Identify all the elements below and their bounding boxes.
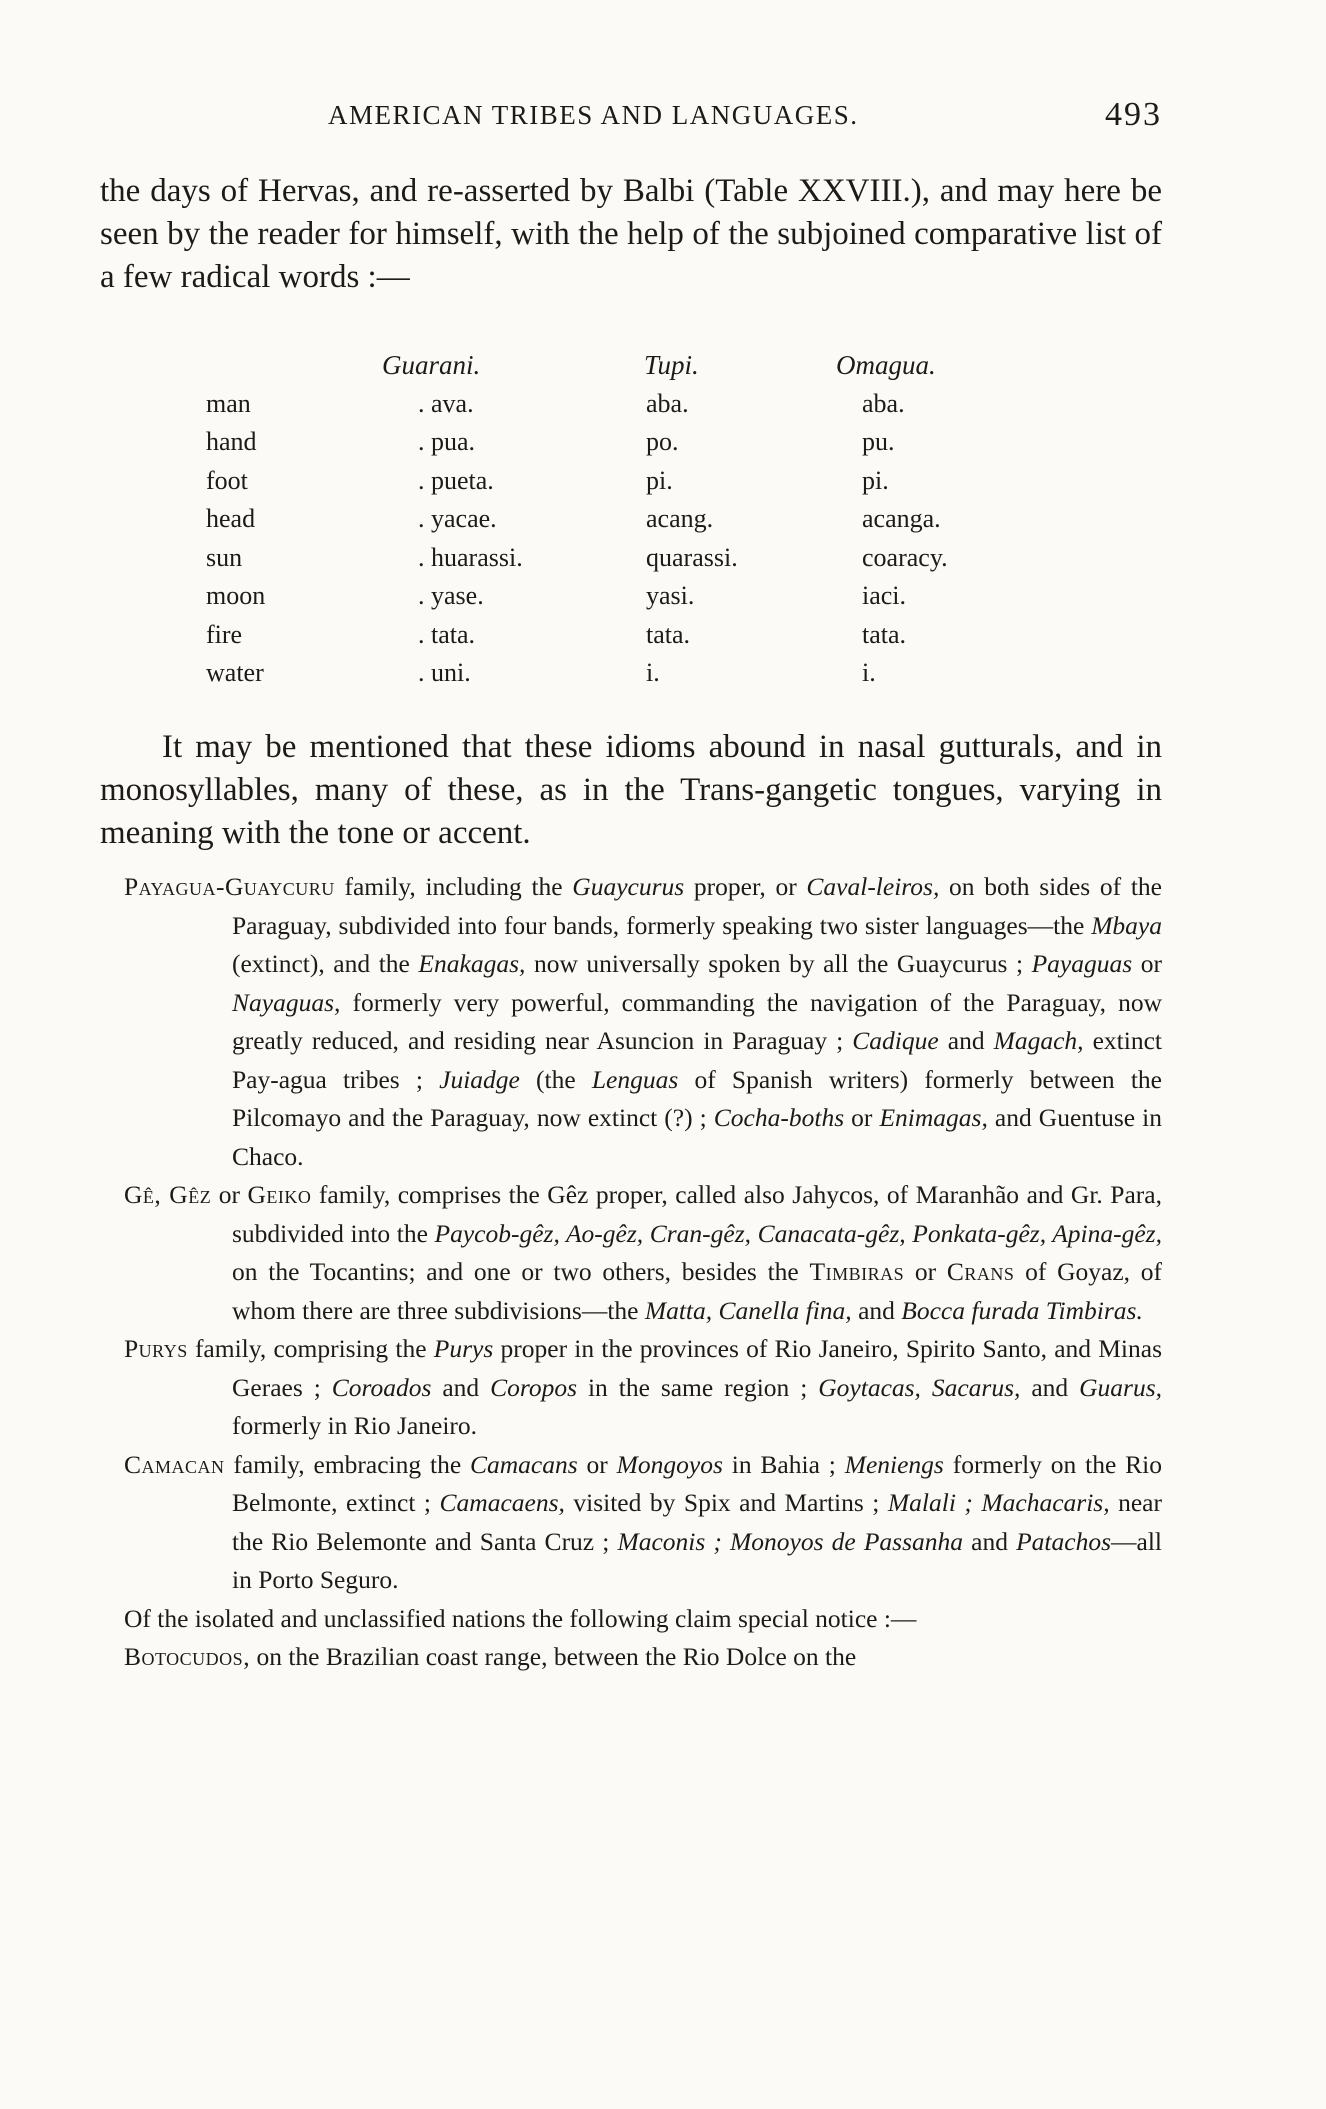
entry-camacan: Camacan family, embracing the Camacans or Mongoyos in Bahia ; Meniengs formerly on the Rio Belmonte, extinct ; Camacaens, visited by Spix and Martins ; Malali ; Machacaris, near the Rio Belemonte and Santa Cruz ; Maconis ; Monoyos de Passanha and Patachos—all in Porto Seguro. — [124, 1449, 1162, 1594]
omagua-word: aba. — [862, 388, 905, 418]
omagua-word: pu. — [862, 427, 895, 456]
tupi-word: acang. — [646, 504, 714, 533]
guarani-word: . pua. — [418, 427, 476, 456]
word-row — [100, 658, 1162, 697]
family-name: Camacan — [124, 1449, 225, 1479]
entry-purys: Purys family, comprising the Purys proper in the provinces of Rio Janeiro, Spirito Santo, and Minas Geraes ; Coroados and Coropos in the same region ; Goytacas, Sacarus, and Guarus, formerly in Rio Janeiro. — [124, 1334, 1162, 1440]
tupi-word: tata. — [646, 619, 691, 649]
guarani-word: . yacae. — [418, 504, 497, 533]
guarani-word: . uni. — [418, 658, 471, 687]
family-name: Gê, Gêz — [124, 1180, 212, 1209]
entry-payagua-guaycuru: Payagua-Guaycuru family, including the Guaycurus proper, or Caval-leiros, on both sides of the Paraguay, subdivided into four bands, formerly speaking two sister languages—the Mbaya (extinct), and the Enakagas, now universally spoken by all the Guaycurus ; Payaguas or Nayaguas, formerly very powerful, commanding the navigation of the Paraguay, now greatly reduced, and residing near Asuncion in Paraguay ; Cadique and Magach, extinct Pay-agua tribes ; Juiadge (the Lenguas of Spanish writers) formerly between the Pilcomayo and the Paraguay, now extinct (?) ; Cocha-boths or Enimagas, and Guentuse in Chaco. — [124, 872, 1162, 1171]
tupi-word: pi. — [646, 465, 673, 495]
tupi-word: i. — [646, 658, 660, 687]
omagua-word: coaracy. — [862, 542, 948, 572]
word-row — [100, 389, 1162, 428]
word-row — [100, 581, 1162, 620]
omagua-word: i. — [862, 658, 876, 687]
english-word: moon — [206, 581, 266, 610]
tupi-word: yasi. — [646, 581, 695, 610]
english-word: water — [206, 658, 264, 687]
word-row — [100, 620, 1162, 659]
entry-ges: Gê, Gêz or Geiko family, comprises the Gêz proper, called also Jahycos, of Maranhão and Gr. Para, subdivided into the Paycob-gêz, Ao-gêz, Cran-gêz, Canacata-gêz, Ponkata-gêz, Apina-gêz, on the Tocantins; and one or two others, besides the Timbiras or Crans of Goyaz, of whom there are three subdivisions—the Matta, Canella fina, and Bocca furada Timbiras. — [124, 1180, 1162, 1325]
header-tupi: Tupi. — [644, 350, 699, 380]
intro-paragraph — [100, 170, 1162, 299]
intro-text: the days of Hervas, and re-asserted by Balbi (Table XXVIII.), and may here be seen by the reader for himself, with the help of the subjoined comparative list of a few radical words :— — [100, 173, 1162, 295]
guarani-word: . huarassi. — [418, 542, 523, 572]
word-row — [100, 427, 1162, 466]
family-name: Purys — [124, 1334, 188, 1363]
isolated-nations-heading: Of the isolated and unclassified nations the following claim special notice :— — [124, 1603, 917, 1633]
word-row — [100, 543, 1162, 582]
tupi-word: po. — [646, 427, 679, 456]
english-word: head — [206, 504, 256, 533]
english-word: foot — [206, 465, 248, 495]
word-row — [100, 504, 1162, 543]
guarani-word: . ava. — [418, 388, 474, 418]
word-row — [100, 466, 1162, 505]
lead-text: It may be mentioned that these idioms abound in nasal gutturals, and in monosyllables, many of these, as in the Trans-gangetic tongues, varying in meaning with the tone or accent. — [100, 729, 1162, 851]
word-list-header — [100, 350, 1162, 389]
tupi-word: aba. — [646, 388, 689, 418]
omagua-word: pi. — [862, 465, 889, 495]
running-title: AMERICAN TRIBES AND LANGUAGES. — [328, 100, 859, 130]
english-word: sun — [206, 542, 243, 572]
english-word: fire — [206, 619, 243, 649]
header-guarani: Guarani. — [382, 350, 481, 380]
guarani-word: . tata. — [418, 619, 476, 649]
english-word: hand — [206, 427, 257, 456]
family-name-alt: Geiko — [247, 1180, 312, 1209]
family-entries — [100, 868, 1162, 1677]
guarani-word: . yase. — [418, 581, 484, 610]
page-number: 493 — [1105, 96, 1162, 133]
tupi-word: quarassi. — [646, 542, 738, 572]
english-word: man — [206, 388, 251, 418]
omagua-word: acanga. — [862, 504, 941, 533]
family-name: Botocudos, — [124, 1642, 251, 1671]
omagua-word: iaci. — [862, 581, 907, 610]
running-head — [100, 96, 1162, 136]
family-name: Payagua-Guaycuru — [124, 872, 335, 901]
omagua-word: tata. — [862, 619, 907, 649]
lead-paragraph — [100, 726, 1162, 855]
header-omagua: Omagua. — [836, 350, 936, 380]
entry-botocudos: Botocudos, on the Brazilian coast range, between the Rio Dolce on the — [124, 1642, 857, 1671]
comparative-word-list — [100, 350, 1162, 697]
guarani-word: . pueta. — [418, 465, 494, 495]
